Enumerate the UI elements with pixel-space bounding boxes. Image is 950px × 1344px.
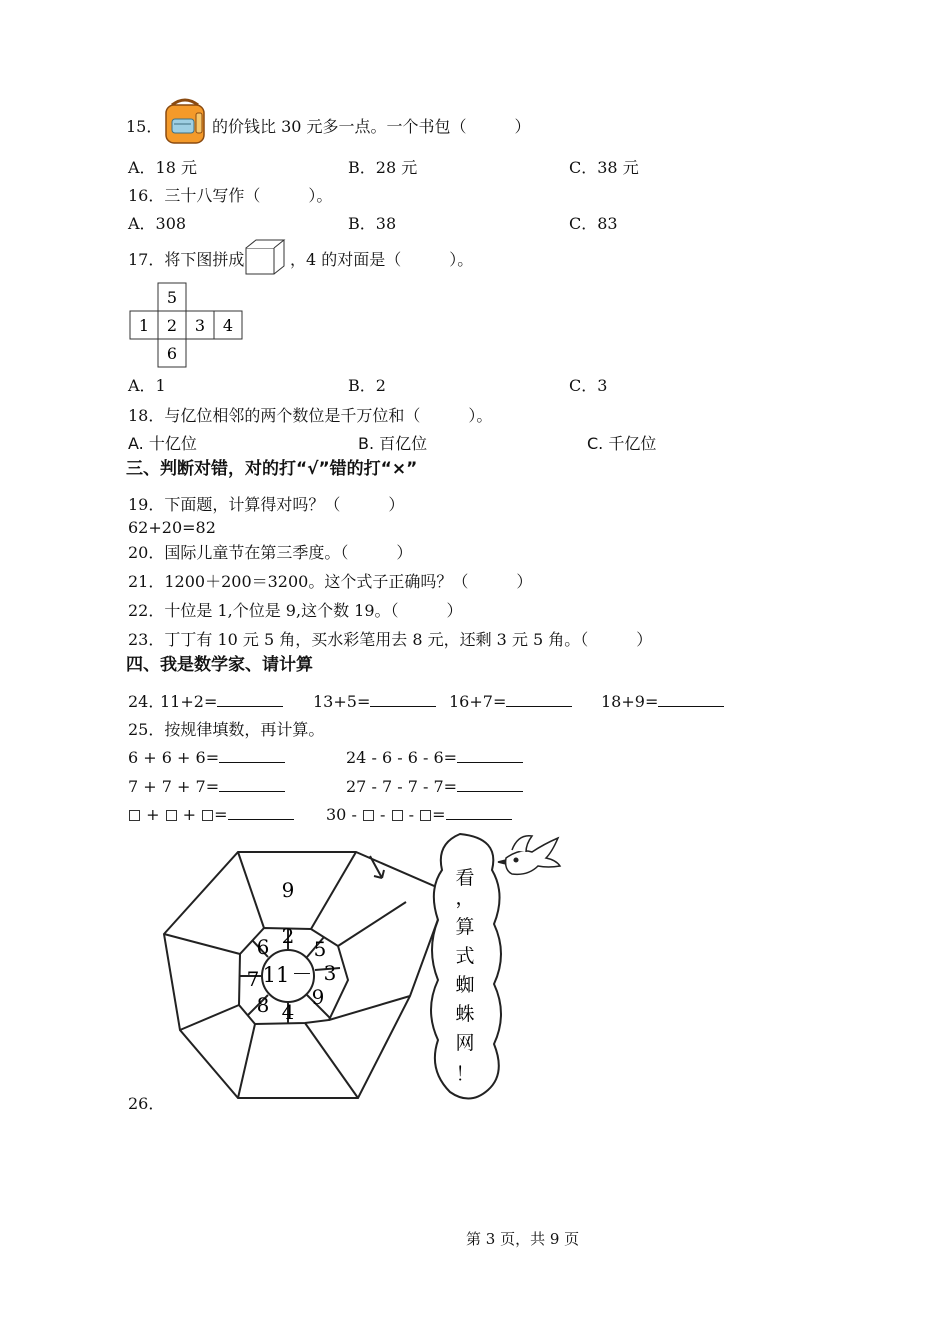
blank-box[interactable] xyxy=(202,810,213,821)
q17-option-c[interactable]: C．3 xyxy=(569,376,608,395)
q26-number: 26． xyxy=(128,1094,165,1113)
q25-row1-right: 24 - 6 - 6 - 6= xyxy=(346,748,523,768)
q25-row2-left: 7 + 7 + 7= xyxy=(128,777,285,797)
net-face-2: 2 xyxy=(166,316,178,335)
cube-net-figure xyxy=(128,282,248,370)
bubble-char: 网 xyxy=(455,1032,475,1054)
q22-text: 22．十位是 1,个位是 9,这个数 19。（ ） xyxy=(128,601,463,620)
q15-text: 的价钱比 30 元多一点。一个书包（ ） xyxy=(212,117,531,136)
answer-blank[interactable] xyxy=(228,805,294,820)
page-footer: 第 3 页，共 9 页 xyxy=(466,1230,580,1248)
bubble-char: 算 xyxy=(455,916,475,938)
answer-blank[interactable] xyxy=(446,805,512,820)
bubble-char: 看 xyxy=(455,867,475,889)
q16-option-b[interactable]: B．38 xyxy=(348,214,397,233)
answer-blank[interactable] xyxy=(658,692,724,707)
bird-icon xyxy=(498,836,560,875)
q19-text: 19．下面题，计算得对吗？（ ） xyxy=(128,495,405,514)
q25-row2-right: 27 - 7 - 7 - 7= xyxy=(346,777,523,797)
q17-text-pre: 17．将下图拼成 xyxy=(128,250,245,269)
answer-blank[interactable] xyxy=(370,692,436,707)
q16-text: 16．三十八写作（ ）。 xyxy=(128,186,333,205)
web-ring-number: 3 xyxy=(323,961,337,985)
q24-item: 13+5= xyxy=(313,692,436,712)
q24-item: 11+2= xyxy=(160,692,283,712)
q25-row3-right: 30 - - - = xyxy=(326,805,512,825)
q18-option-c[interactable]: C. 千亿位 xyxy=(587,434,657,453)
spider-web-figure xyxy=(160,830,562,1105)
answer-blank[interactable] xyxy=(219,748,285,763)
q20-text: 20．国际儿童节在第三季度。（ ） xyxy=(128,543,413,562)
web-ring-number: 5 xyxy=(313,937,327,961)
net-face-4: 4 xyxy=(222,316,234,335)
bubble-char: ！ xyxy=(455,1063,475,1085)
q15-option-c[interactable]: C．38 元 xyxy=(569,158,639,177)
web-ring-number: 6 xyxy=(256,935,270,959)
q24-item: 16+7= xyxy=(449,692,572,712)
blank-box[interactable] xyxy=(363,810,374,821)
q15-option-a[interactable]: A．18 元 xyxy=(128,158,198,177)
q18-option-b[interactable]: B. 百亿位 xyxy=(358,434,428,453)
answer-blank[interactable] xyxy=(219,777,285,792)
blank-box[interactable] xyxy=(166,810,177,821)
answer-blank[interactable] xyxy=(457,777,523,792)
q19-expression: 62+20=82 xyxy=(128,518,216,537)
bubble-char: 蜘 xyxy=(455,974,475,996)
web-ring-number: 8 xyxy=(256,993,270,1017)
section-4-title: 四、我是数学家、请计算 xyxy=(126,655,313,675)
net-face-6: 6 xyxy=(166,344,178,363)
q21-text: 21．1200＋200＝3200。这个式子正确吗？（ ） xyxy=(128,572,533,591)
web-outer-9: 9 xyxy=(281,878,295,902)
q24-number: 24． xyxy=(128,692,165,711)
q15-number: 15． xyxy=(126,117,163,136)
web-ring-number: 9 xyxy=(311,985,325,1009)
backpack-icon xyxy=(160,97,210,145)
net-face-5: 5 xyxy=(166,288,178,307)
bubble-char: ， xyxy=(455,887,475,909)
blank-box[interactable] xyxy=(129,810,140,821)
cube-icon xyxy=(244,238,288,276)
web-center-operator: － xyxy=(291,962,313,986)
bubble-char: 式 xyxy=(455,945,475,967)
net-face-3: 3 xyxy=(194,316,206,335)
q25-row3-left: + + = xyxy=(128,805,294,825)
q18-option-a[interactable]: A. 十亿位 xyxy=(128,434,197,453)
web-ring-number: 7 xyxy=(246,967,260,991)
q17-text-post: ，4 的对面是（ ）。 xyxy=(290,250,474,269)
web-ring-number: 2 xyxy=(281,924,295,948)
web-center-number: 11 xyxy=(262,963,290,987)
q24-item: 18+9= xyxy=(601,692,724,712)
q16-option-a[interactable]: A．308 xyxy=(128,214,187,233)
net-face-1: 1 xyxy=(138,316,150,335)
bubble-char: 蛛 xyxy=(455,1003,475,1025)
q23-text: 23．丁丁有 10 元 5 角，买水彩笔用去 8 元，还剩 3 元 5 角。（ ） xyxy=(128,630,653,649)
q15-option-b[interactable]: B．28 元 xyxy=(348,158,418,177)
blank-box[interactable] xyxy=(392,810,403,821)
blank-box[interactable] xyxy=(420,810,431,821)
q18-text: 18．与亿位相邻的两个数位是千万位和（ ）。 xyxy=(128,406,493,425)
q25-text: 25．按规律填数，再计算。 xyxy=(128,720,325,739)
answer-blank[interactable] xyxy=(217,692,283,707)
q17-option-b[interactable]: B．2 xyxy=(348,376,386,395)
answer-blank[interactable] xyxy=(457,748,523,763)
section-3-title: 三、判断对错，对的打“√”错的打“×” xyxy=(126,459,418,479)
web-ring-number: 4 xyxy=(281,1000,295,1024)
q16-option-c[interactable]: C．83 xyxy=(569,214,618,233)
answer-blank[interactable] xyxy=(506,692,572,707)
q25-row1-left: 6 + 6 + 6= xyxy=(128,748,285,768)
q17-option-a[interactable]: A．1 xyxy=(128,376,166,395)
